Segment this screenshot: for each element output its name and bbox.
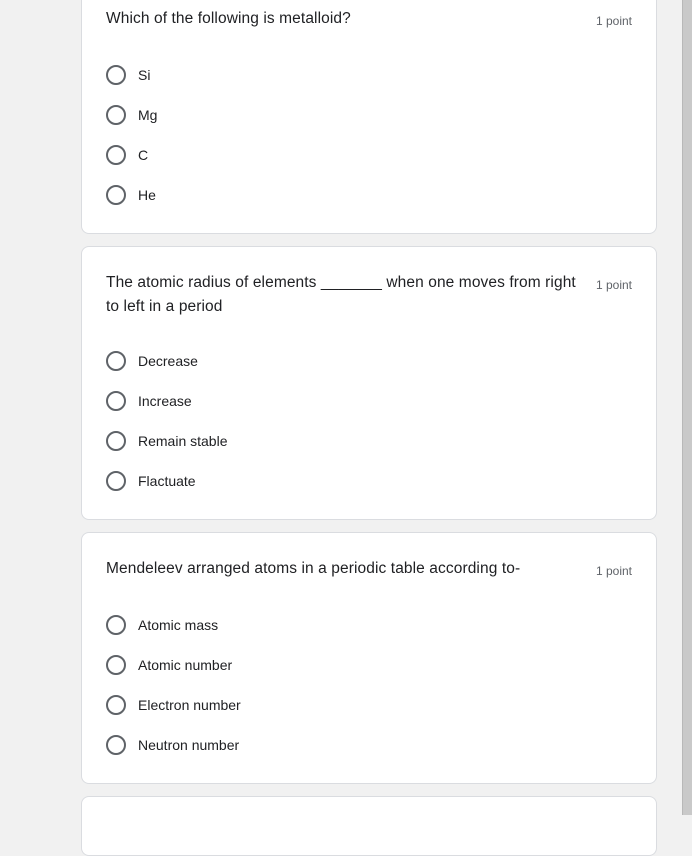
radio-group [106,605,632,765]
radio-button[interactable] [106,391,126,411]
option-label[interactable]: Atomic mass [138,617,219,633]
radio-group [106,341,632,501]
radio-group [106,55,632,215]
radio-button[interactable] [106,655,126,675]
radio-button[interactable] [106,145,126,165]
radio-button[interactable] [106,735,126,755]
radio-option[interactable] [106,341,632,381]
radio-button[interactable] [106,471,126,491]
option-label[interactable]: Si [138,67,151,83]
radio-option[interactable] [106,421,632,461]
radio-option[interactable] [106,605,632,645]
question-card [81,0,657,234]
option-label[interactable]: Decrease [138,353,198,369]
radio-button[interactable] [106,185,126,205]
option-label[interactable]: Mg [138,107,158,123]
radio-button[interactable] [106,695,126,715]
question-card [81,796,657,856]
question-title: Mendeleev arranged atoms in a periodic table according to- [106,560,521,577]
question-card [81,246,657,520]
question-card [81,532,657,784]
radio-option[interactable] [106,725,632,765]
option-label[interactable]: Flactuate [138,473,196,489]
radio-option[interactable] [106,381,632,421]
radio-option[interactable] [106,95,632,135]
option-label[interactable]: Electron number [138,697,241,713]
radio-option[interactable] [106,135,632,175]
vertical-scrollbar[interactable] [682,0,692,815]
radio-button[interactable] [106,105,126,125]
radio-button[interactable] [106,65,126,85]
radio-option[interactable] [106,645,632,685]
question-points: 1 point [595,564,632,578]
radio-button[interactable] [106,615,126,635]
radio-button[interactable] [106,431,126,451]
radio-option[interactable] [106,685,632,725]
option-label[interactable]: Remain stable [138,433,228,449]
option-label[interactable]: C [138,147,149,163]
radio-button[interactable] [106,351,126,371]
radio-option[interactable] [106,55,632,95]
option-label[interactable]: Neutron number [138,737,240,753]
option-label[interactable]: He [138,187,156,203]
question-points: 1 point [595,14,632,28]
radio-option[interactable] [106,175,632,215]
option-label[interactable]: Atomic number [138,657,233,673]
question-title: The atomic radius of elements _______ when one moves from right to left in a period [106,274,576,315]
radio-option[interactable] [106,461,632,501]
option-label[interactable]: Increase [138,393,192,409]
question-points: 1 point [595,278,632,292]
question-title: Which of the following is metalloid? [106,10,351,27]
